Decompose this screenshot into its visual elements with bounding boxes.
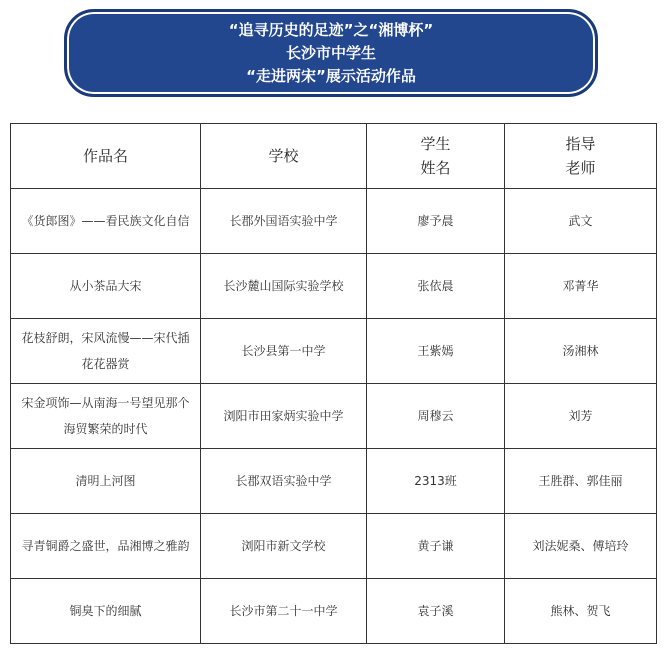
header-school: 学校 xyxy=(201,124,367,189)
cell-school: 长郡外国语实验中学 xyxy=(201,189,367,254)
cell-school: 长沙麓山国际实验学校 xyxy=(201,254,367,319)
cell-work-name: 清明上河图 xyxy=(11,449,201,514)
cell-teacher: 刘芳 xyxy=(505,384,657,449)
cell-teacher: 汤湘林 xyxy=(505,319,657,384)
header-teacher-line-1: 指导 xyxy=(565,135,596,153)
cell-teacher: 邓菁华 xyxy=(505,254,657,319)
banner-line-3: “走进两宋”展示活动作品 xyxy=(246,66,416,85)
cell-student: 袁子溪 xyxy=(367,579,505,644)
table-row xyxy=(11,579,657,644)
header-student-name xyxy=(367,124,505,189)
cell-work-name: 宋金项饰—从南海一号望见那个海贸繁荣的时代 xyxy=(11,384,201,449)
table-row xyxy=(11,254,657,319)
header-teacher-line-2: 老师 xyxy=(565,159,596,177)
cell-student: 黄子谦 xyxy=(367,514,505,579)
cell-student: 王紫嫣 xyxy=(367,319,505,384)
cell-school: 浏阳市田家炳实验中学 xyxy=(201,384,367,449)
cell-work-name: 寻青铜爵之盛世，品湘博之雅韵 xyxy=(11,514,201,579)
cell-student: 2313班 xyxy=(367,449,505,514)
cell-school: 长沙县第一中学 xyxy=(201,319,367,384)
header-teacher xyxy=(505,124,657,189)
cell-school: 长沙市第二十一中学 xyxy=(201,579,367,644)
cell-work-name: 从小茶品大宋 xyxy=(11,254,201,319)
cell-student: 周穆云 xyxy=(367,384,505,449)
table-row xyxy=(11,514,657,579)
header-student-line-2: 姓名 xyxy=(420,159,451,177)
title-banner xyxy=(64,9,598,97)
cell-school: 长郡双语实验中学 xyxy=(201,449,367,514)
works-table xyxy=(10,123,657,644)
cell-teacher: 王胜群、郭佳丽 xyxy=(505,449,657,514)
cell-work-name: 铜臭下的细腻 xyxy=(11,579,201,644)
cell-school: 浏阳市新文学校 xyxy=(201,514,367,579)
header-work-name: 作品名 xyxy=(11,124,201,189)
table-row xyxy=(11,189,657,254)
banner-line-2: 长沙市中学生 xyxy=(285,43,376,62)
banner-line-1: “追寻历史的足迹”之“湘博杯” xyxy=(228,20,434,39)
cell-student: 廖予晨 xyxy=(367,189,505,254)
table-row xyxy=(11,384,657,449)
table-row xyxy=(11,319,657,384)
table-header-row xyxy=(11,124,657,189)
cell-teacher: 武文 xyxy=(505,189,657,254)
cell-teacher: 刘法妮桑、傅培玲 xyxy=(505,514,657,579)
table-row xyxy=(11,449,657,514)
cell-work-name: 花枝舒朗，宋风流慢——宋代插花花器赏 xyxy=(11,319,201,384)
header-student-line-1: 学生 xyxy=(420,135,451,153)
cell-work-name: 《货郎图》——看民族文化自信 xyxy=(11,189,201,254)
cell-student: 张依晨 xyxy=(367,254,505,319)
cell-teacher: 熊林、贺飞 xyxy=(505,579,657,644)
